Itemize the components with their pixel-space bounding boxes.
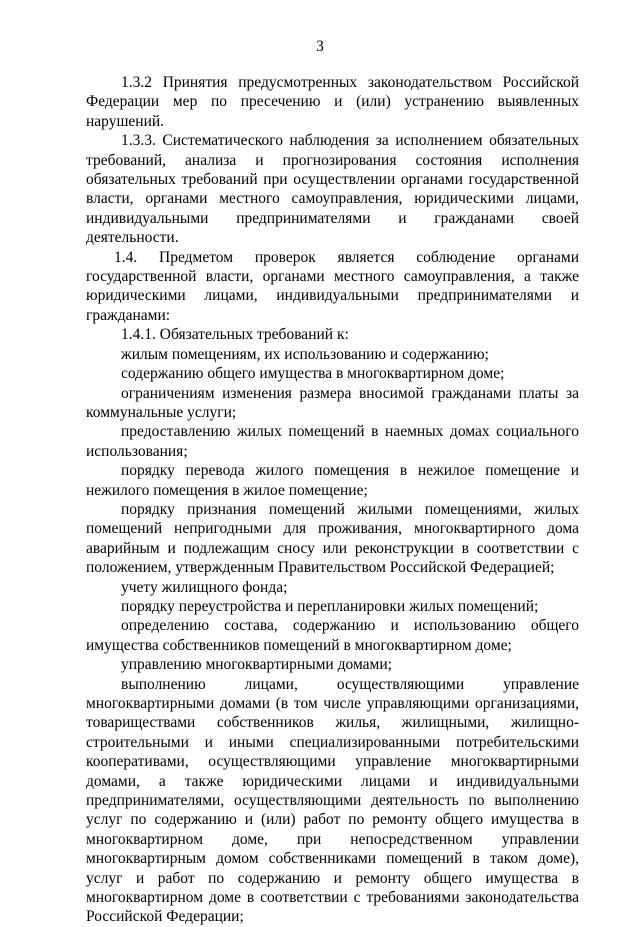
list-item: жилым помещениям, их использованию и содержанию;	[121, 345, 489, 363]
paragraph-1-4-1: 1.4.1. Обязательных требований к:	[121, 326, 349, 344]
list-item: управлению многоквартирными домами;	[121, 656, 392, 674]
list-item: содержанию общего имущества в многоквартирном доме;	[121, 365, 505, 383]
list-item: ограничениям изменения размера вносимой гражданами платы за коммунальные услуги;	[86, 384, 579, 421]
list-item: определению состава, содержанию и использованию общего имущества собственников помещений в многоквартирном доме;	[86, 617, 579, 654]
page-number: 3	[316, 38, 324, 55]
paragraph-1-4: 1.4. Предметом проверок является соблюдение органами государственной власти, органами местного самоуправления, а также юридическими лицами, индивидуальными предпринимателями и гражданами:	[86, 248, 579, 324]
list-item: учету жилищного фонда;	[121, 578, 288, 596]
list-item: порядку признания помещений жилыми помещениями, жилых помещений непригодными для проживания, многоквартирного дома аварийным и подлежащим сносу или реконструкции в соответствии с положением, утвержденным Правительством Российской Федерацией;	[86, 500, 579, 577]
list-item: порядку переустройства и перепланировки жилых помещений;	[121, 597, 539, 615]
list-item: выполнению лицами, осуществляющими управление многоквартирными домами (в том числе управляющими организациями, товариществами собственников жилья, жилищными, жилищно-строительными и иными специализированными потребительскими кооперативами, осуществляющими управление многоквартирными домами, а также юридическими лицами и индивидуальными предпринимателями, осуществляющими деятельность по выполнению услуг по содержанию и (или) работ по ремонту общего имущества в многоквартирном доме, при непосредственном управлении многоквартирным домом собственниками помещений в таком доме), услуг и работ по содержанию и ремонту общего имущества в многоквартирном доме в соответствии с требованиями законодательства Российской Федерации;	[86, 675, 579, 926]
paragraph-1-3-3: 1.3.3. Систематического наблюдения за исполнением обязательных требований, анализа и прогнозирования состояния исполнения обязательных требований при осуществлении органами государственной власти, органами местного самоуправления, юридическими лицами, индивидуальными предпринимателями и гражданами своей деятельности.	[86, 132, 579, 247]
list-item: порядку перевода жилого помещения в нежилое помещение и нежилого помещения в жилое помещение;	[86, 462, 579, 499]
document-body	[86, 73, 579, 927]
paragraph-1-3-2: 1.3.2 Принятия предусмотренных законодательством Российской Федерации мер по пресечению и (или) устранению выявленных нарушений.	[86, 74, 579, 130]
list-item: предоставлению жилых помещений в наемных домах социального использования;	[86, 423, 579, 460]
